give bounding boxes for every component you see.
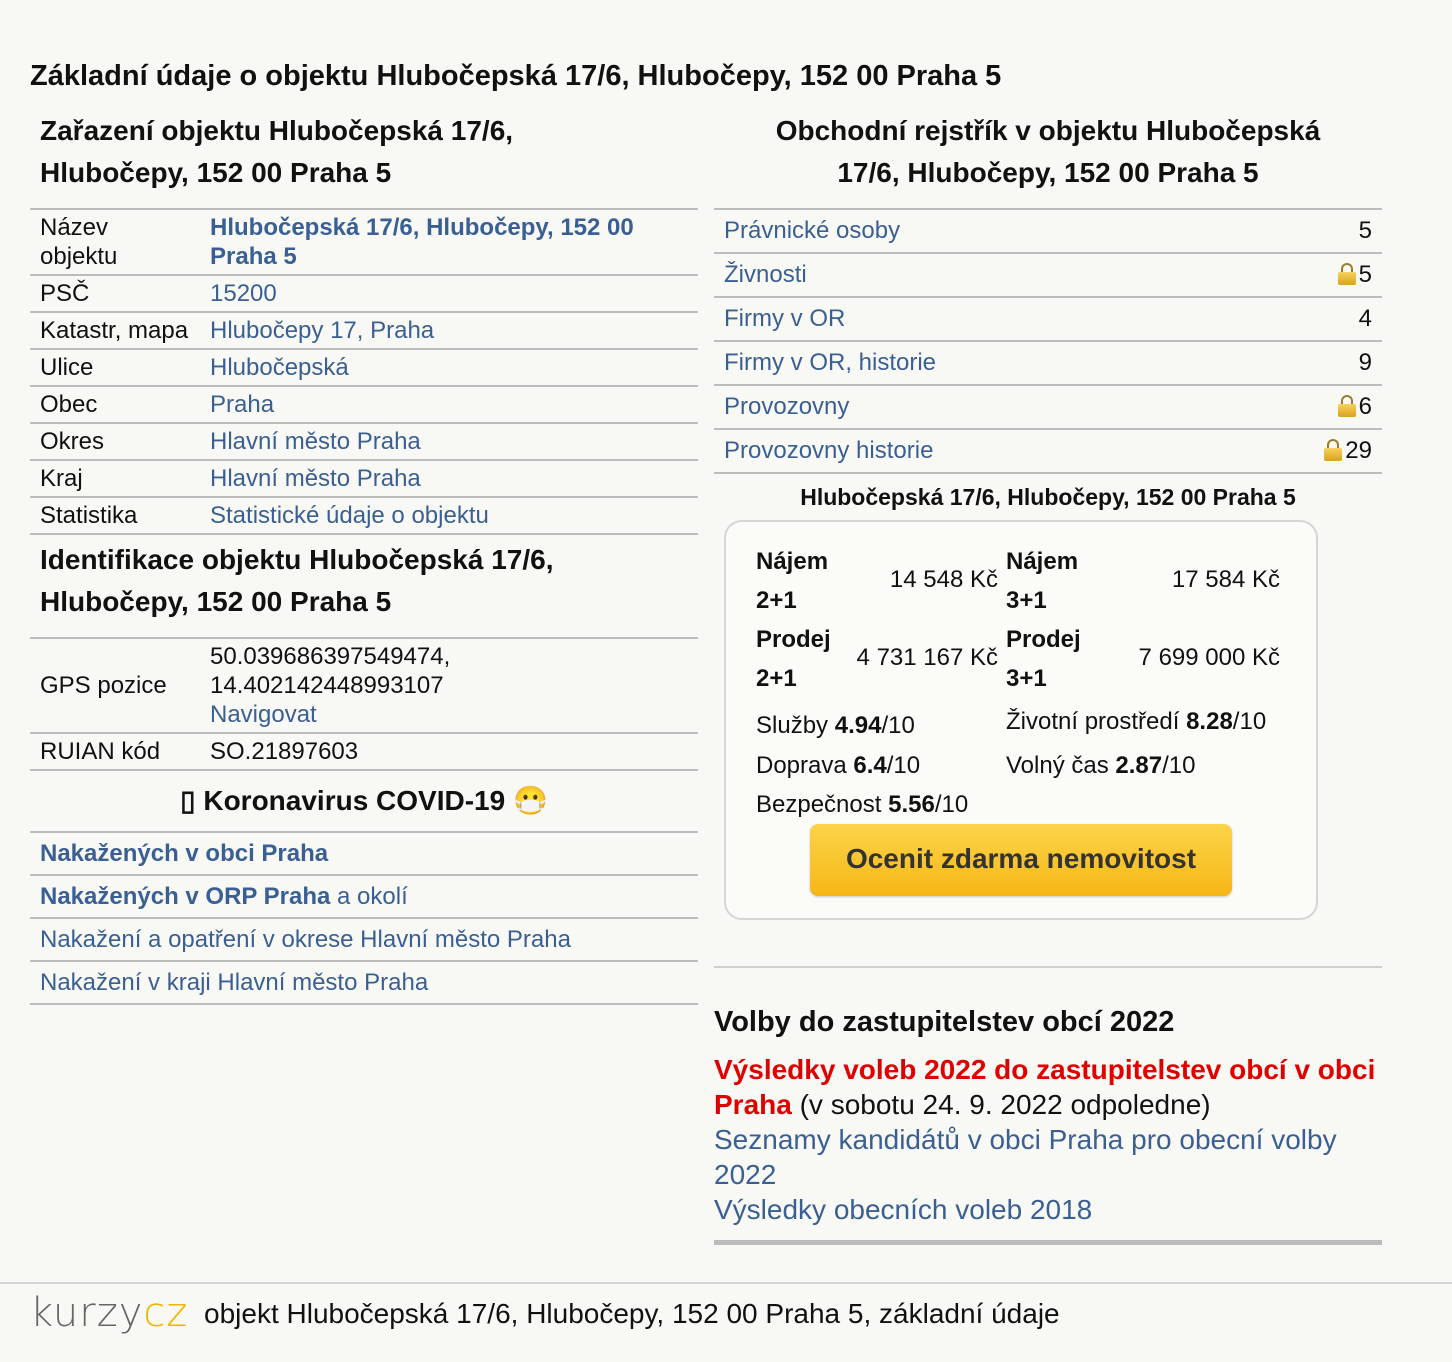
table-row bbox=[30, 460, 698, 497]
row-label: Název objektu bbox=[30, 209, 200, 275]
register-count: 6 bbox=[1358, 393, 1372, 420]
candidates-link[interactable]: Seznamy kandidátů v obci Praha pro obecní volby 2022 bbox=[714, 1124, 1337, 1190]
covid-obec-link[interactable]: Nakažených v obci Praha bbox=[40, 840, 329, 867]
table-row bbox=[714, 209, 1382, 253]
score-bezpecnost: Bezpečnost 5.56/10 bbox=[756, 791, 969, 818]
row-label: RUIAN kód bbox=[30, 733, 200, 770]
lock-icon bbox=[1338, 395, 1356, 417]
register-firmy-link[interactable]: Firmy v OR bbox=[724, 305, 846, 332]
list-item bbox=[30, 919, 698, 962]
row-label: Kraj bbox=[30, 460, 200, 497]
divider bbox=[714, 966, 1382, 968]
municipality-link[interactable]: Praha bbox=[210, 391, 275, 418]
register-provozovny-historie-link[interactable]: Provozovny historie bbox=[724, 437, 934, 464]
lock-icon bbox=[1324, 439, 1342, 461]
register-pravnicke-link[interactable]: Právnické osoby bbox=[724, 217, 901, 244]
table-row bbox=[30, 275, 698, 312]
street-link[interactable]: Hlubočepská bbox=[210, 354, 349, 381]
register-count: 5 bbox=[1358, 261, 1372, 288]
kurzy-logo[interactable]: kurzycz bbox=[30, 1290, 189, 1336]
covid-kraj-link[interactable]: Nakažení v kraji Hlavní město Praha bbox=[40, 969, 429, 996]
statistics-link[interactable]: Statistické údaje o objektu bbox=[210, 502, 489, 529]
table-row bbox=[714, 297, 1382, 341]
register-provozovny-link[interactable]: Provozovny bbox=[724, 393, 850, 420]
table-row bbox=[30, 638, 698, 733]
register-firmy-historie-link[interactable]: Firmy v OR, historie bbox=[724, 349, 937, 376]
district-link[interactable]: Hlavní město Praha bbox=[210, 428, 421, 455]
rent-21-label: Nájem 2+1 bbox=[756, 548, 829, 614]
divider bbox=[714, 1240, 1382, 1245]
score-sluzby: Služby 4.94/10 bbox=[756, 712, 915, 739]
covid-links bbox=[30, 831, 698, 1005]
left-column bbox=[30, 110, 698, 1005]
row-label: GPS pozice bbox=[30, 638, 200, 733]
covid-orp-link[interactable]: Nakažených v ORP Praha bbox=[40, 883, 331, 910]
rent-21-value: 14 548 Kč bbox=[889, 566, 998, 593]
rent-31-label: Nájem 3+1 bbox=[1006, 548, 1079, 614]
navigate-link[interactable]: Navigovat bbox=[210, 701, 317, 728]
sale-31-value: 7 699 000 Kč bbox=[1138, 644, 1280, 671]
table-row bbox=[714, 253, 1382, 297]
register-count: 4 bbox=[1231, 297, 1382, 341]
sale-21-label: Prodej 2+1 bbox=[756, 626, 831, 692]
object-name-link[interactable]: Hlubočepská 17/6, Hlubočepy, 152 00 Praha 5 bbox=[210, 214, 634, 270]
score-doprava: Doprava 6.4/10 bbox=[756, 752, 921, 779]
elections-title: Volby do zastupitelstev obcí 2022 bbox=[714, 1006, 1175, 1038]
ruian-value: SO.21897603 bbox=[200, 733, 698, 770]
register-zivnosti-link[interactable]: Živnosti bbox=[724, 261, 807, 288]
table-row bbox=[30, 349, 698, 386]
table-row bbox=[30, 209, 698, 275]
row-label: Okres bbox=[30, 423, 200, 460]
psc-link[interactable]: 15200 bbox=[210, 280, 277, 307]
table-row bbox=[714, 429, 1382, 473]
table-row bbox=[30, 312, 698, 349]
identification-title: Identifikace objektu Hlubočepská 17/6, Hlubočepy, 152 00 Praha 5 bbox=[40, 544, 554, 617]
election-results-2018-link[interactable]: Výsledky obecních voleb 2018 bbox=[714, 1194, 1093, 1225]
table-row bbox=[714, 385, 1382, 429]
list-item bbox=[30, 876, 698, 919]
footer-text: objekt Hlubočepská 17/6, Hlubočepy, 152 00 Praha 5, základní údaje bbox=[204, 1298, 1060, 1329]
row-label: Ulice bbox=[30, 349, 200, 386]
right-column bbox=[714, 110, 1382, 1225]
row-label: PSČ bbox=[30, 275, 200, 312]
cadastre-link[interactable]: Hlubočepy 17, Praha bbox=[210, 317, 435, 344]
rent-31-value: 17 584 Kč bbox=[1171, 566, 1280, 593]
valuation-button[interactable]: Ocenit zdarma nemovitost bbox=[810, 824, 1232, 896]
region-link[interactable]: Hlavní město Praha bbox=[210, 465, 421, 492]
covid-title: ▯ Koronavirus COVID-19 😷 bbox=[180, 785, 548, 816]
sale-21-value: 4 731 167 Kč bbox=[856, 644, 998, 671]
table-row bbox=[714, 341, 1382, 385]
table-row bbox=[30, 733, 698, 770]
score-zivotni: Životní prostředí 8.28/10 bbox=[1006, 708, 1267, 735]
score-volny-cas: Volný čas 2.87/10 bbox=[1006, 752, 1196, 779]
covid-okres-link[interactable]: Nakažení a opatření v okrese Hlavní město Praha bbox=[40, 926, 571, 953]
register-count: 29 bbox=[1345, 437, 1372, 464]
classification-title: Zařazení objektu Hlubočepská 17/6, Hlubočepy, 152 00 Praha 5 bbox=[40, 115, 514, 188]
price-box bbox=[724, 520, 1318, 920]
footer bbox=[0, 1282, 1452, 1362]
register-title: Obchodní rejstřík v objektu Hlubočepská 17/6, Hlubočepy, 152 00 Praha 5 bbox=[775, 115, 1321, 188]
election-results-2022-link[interactable]: Výsledky voleb 2022 do zastupitelstev obcí v obci Praha bbox=[714, 1054, 1376, 1120]
classification-table bbox=[30, 208, 698, 535]
price-address: Hlubočepská 17/6, Hlubočepy, 152 00 Praha 5 bbox=[800, 484, 1296, 510]
gps-lat: 50.039686397549474, bbox=[210, 643, 451, 670]
list-item bbox=[30, 833, 698, 876]
row-label: Katastr, mapa bbox=[30, 312, 200, 349]
covid-orp-suffix[interactable]: a okolí bbox=[330, 883, 408, 910]
sale-31-label: Prodej 3+1 bbox=[1006, 626, 1081, 692]
table-row bbox=[30, 497, 698, 534]
elections-links bbox=[714, 1052, 1386, 1227]
row-label: Obec bbox=[30, 386, 200, 423]
table-row bbox=[30, 386, 698, 423]
page-title: Základní údaje o objektu Hlubočepská 17/6, Hlubočepy, 152 00 Praha 5 bbox=[30, 60, 1002, 92]
identification-table bbox=[30, 637, 698, 771]
election-results-note: (v sobotu 24. 9. 2022 odpoledne) bbox=[791, 1089, 1211, 1120]
table-row bbox=[30, 423, 698, 460]
list-item bbox=[30, 962, 698, 1005]
register-count: 9 bbox=[1231, 341, 1382, 385]
register-count: 5 bbox=[1231, 209, 1382, 253]
lock-icon bbox=[1338, 263, 1356, 285]
register-table bbox=[714, 208, 1382, 474]
gps-lon: 14.402142448993107 bbox=[210, 672, 444, 699]
row-label: Statistika bbox=[30, 497, 200, 534]
